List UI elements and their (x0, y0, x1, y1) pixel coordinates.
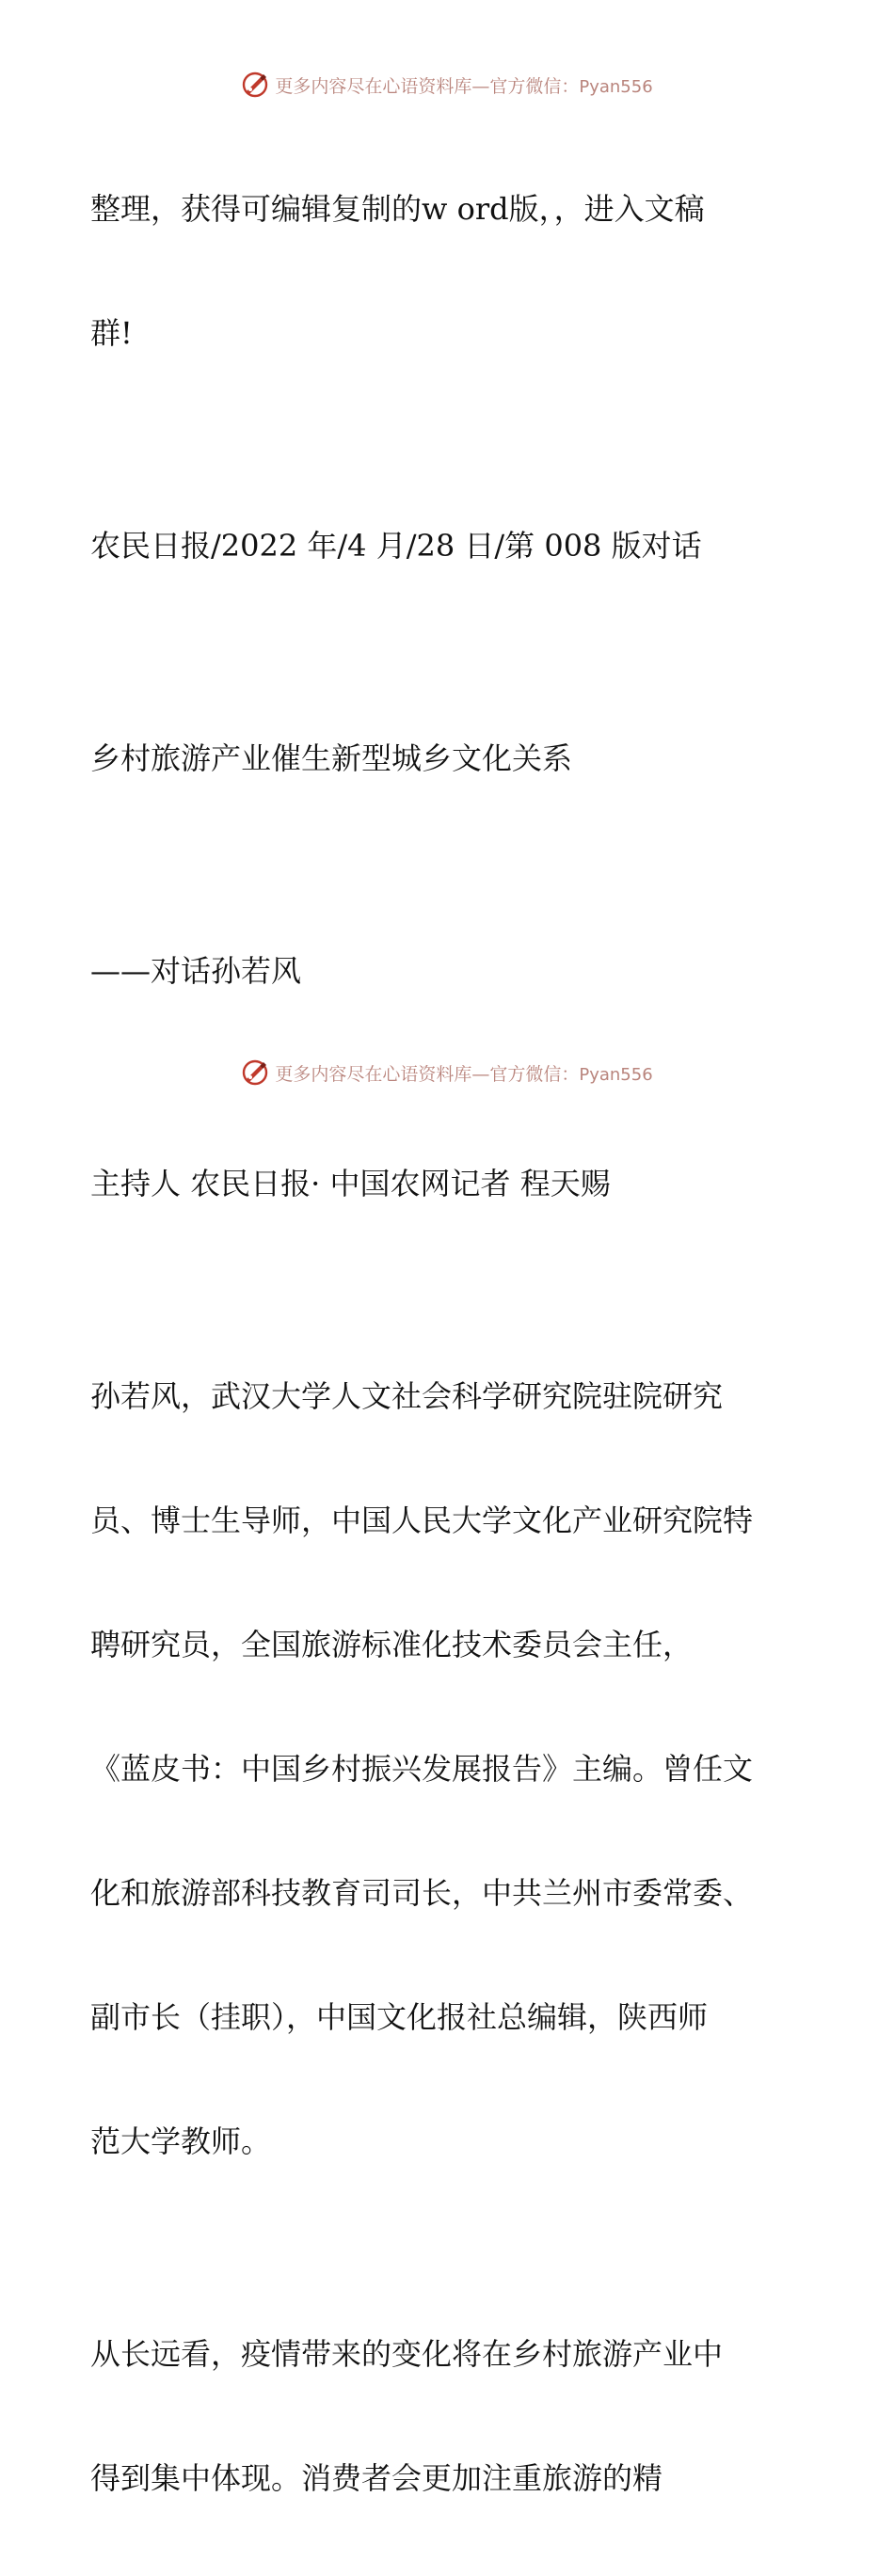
text-line: 副市长（挂职），中国文化报社总编辑，陕西师 (90, 1999, 709, 2035)
text-line: 整理，获得可编辑复制的w ord版，，进入文稿 (90, 191, 705, 227)
footer-banner-text: 更多内容尽在心语资料库—官方微信：Pyan556 (275, 1063, 653, 1085)
document-body (90, 111, 834, 2576)
text-line: 员、博士生导师，中国人民大学文化产业研究院特 (90, 1503, 754, 1538)
source-line: 农民日报/2022 年/4 月/28 日/第 008 版对话 (90, 528, 702, 564)
text-line: 化和旅游部科技教育司司长，中共兰州市委常委、 (90, 1875, 754, 1911)
text-line: 孙若风，武汉大学人文社会科学研究院驻院研究 (90, 1378, 724, 1414)
text-line: 得到集中体现。消费者会更加注重旅游的精 (90, 2460, 663, 2496)
text-line: 从长远看，疫情带来的变化将在乡村旅游产业中 (90, 2336, 724, 2372)
header-banner-text: 更多内容尽在心语资料库—官方微信：Pyan556 (275, 75, 653, 97)
text-line: 聘研究员，全国旅游标准化技术委员会主任， (90, 1627, 694, 1662)
pen-logo-icon (241, 71, 269, 99)
text-line: 范大学教师。 (90, 2123, 272, 2159)
host-line: 主持人 农民日报· 中国农网记者 程天赐 (90, 1166, 611, 1201)
header-banner (0, 66, 894, 103)
paragraph-body (90, 2256, 834, 2576)
footer-banner (0, 1054, 894, 1091)
pen-logo-icon (241, 1058, 269, 1087)
text-line: 群! (90, 315, 133, 351)
paragraph-intro (90, 111, 834, 431)
text-line: 《蓝皮书：中国乡村振兴发展报告》主编。曾任文 (90, 1751, 754, 1787)
article-title: 乡村旅游产业催生新型城乡文化关系 (90, 740, 573, 776)
article-subtitle: ——对话孙若风 (90, 953, 302, 989)
paragraph-bio (90, 1298, 834, 2239)
